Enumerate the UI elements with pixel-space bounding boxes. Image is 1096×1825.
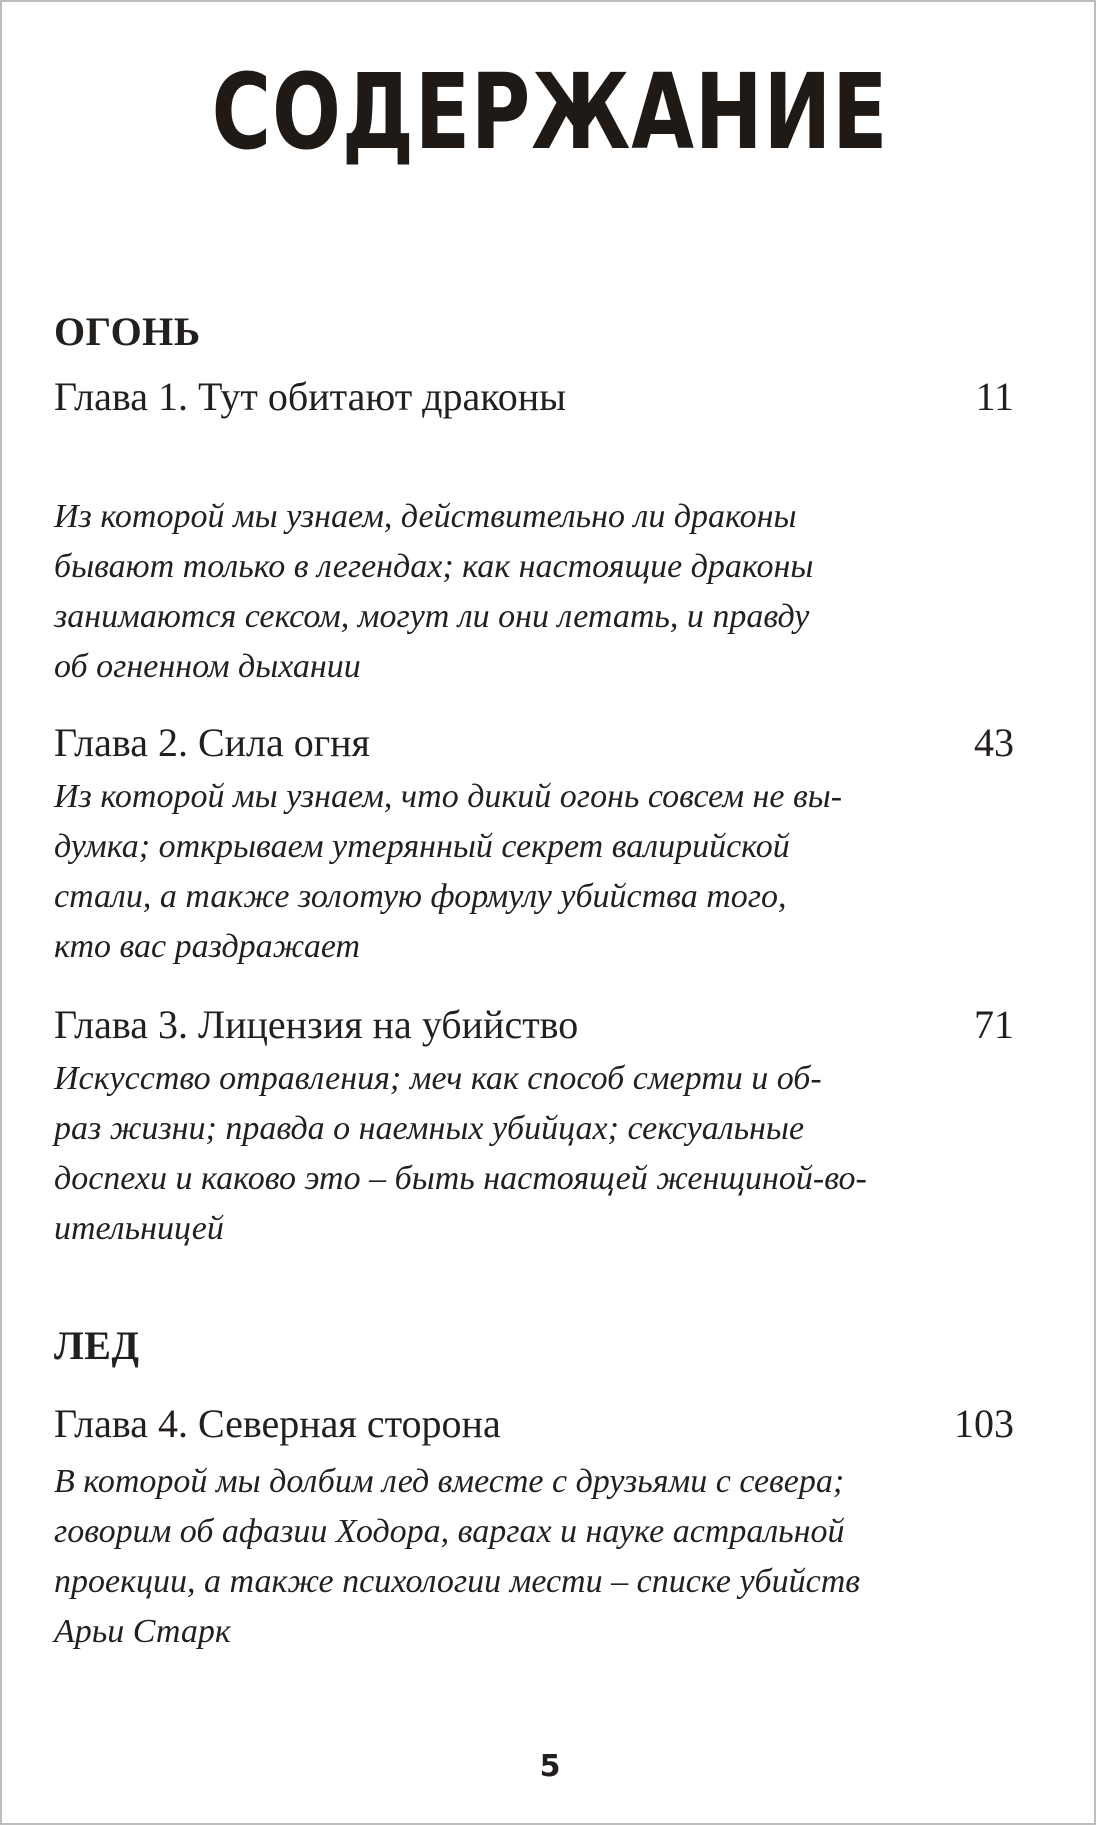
description-line: говорим об афазии Ходора, варгах и науке астральной [54, 1513, 845, 1550]
toc-entry-chapter-3[interactable] [54, 1000, 1014, 1050]
chapter-description [54, 492, 954, 692]
description-line: Из которой мы узнаем, действительно ли драконы [54, 498, 797, 535]
chapter-page-number: 11 [975, 374, 1014, 419]
page-number: 5 [539, 1749, 561, 1784]
toc-entry-chapter-1[interactable] [54, 372, 1014, 422]
description-line: думка; открываем утерянный секрет валирийской [54, 828, 790, 865]
toc-entry-chapter-2[interactable] [54, 718, 1014, 768]
chapter-title: Глава 2. Сила огня [54, 720, 370, 765]
chapter-page-number: 103 [954, 1401, 1014, 1446]
description-line: ительницей [54, 1210, 224, 1247]
chapter-title: Глава 3. Лицензия на убийство [54, 1002, 579, 1047]
description-line: проекции, а также психологии мести – списке убийств [54, 1563, 861, 1600]
description-line: Из которой мы узнаем, что дикий огонь совсем не вы- [54, 778, 843, 815]
chapter-page-number: 43 [974, 720, 1014, 765]
description-line: Арьи Старк [54, 1613, 231, 1650]
chapter-title: Глава 1. Тут обитают драконы [54, 374, 566, 419]
chapter-page-number: 71 [974, 1002, 1014, 1047]
description-line: бывают только в легендах; как настоящие драконы [54, 548, 814, 585]
chapter-description [54, 1054, 954, 1254]
description-line: стали, а также золотую формулу убийства того, [54, 878, 787, 915]
description-line: доспехи и каково это – быть настоящей женщиной-во- [54, 1160, 867, 1197]
chapter-title: Глава 4. Северная сторона [54, 1401, 501, 1446]
section-heading-ice: ЛЕД [54, 1323, 140, 1368]
description-line: об огненном дыхании [54, 648, 361, 685]
description-line: занимаются сексом, могут ли они летать, и правду [54, 598, 810, 635]
contents-title: СОДЕРЖАНИЕ [211, 51, 889, 173]
chapter-description [54, 1457, 954, 1657]
description-line: раз жизни; правда о наемных убийцах; сексуальные [54, 1110, 805, 1147]
chapter-description [54, 772, 954, 972]
description-line: Искусство отравления; меч как способ смерти и об- [54, 1060, 822, 1097]
section-heading-fire: ОГОНЬ [54, 309, 201, 354]
toc-entry-chapter-4[interactable] [54, 1399, 1014, 1449]
description-line: кто вас раздражает [54, 928, 361, 965]
description-line: В которой мы долбим лед вместе с друзьями с севера; [54, 1463, 845, 1500]
